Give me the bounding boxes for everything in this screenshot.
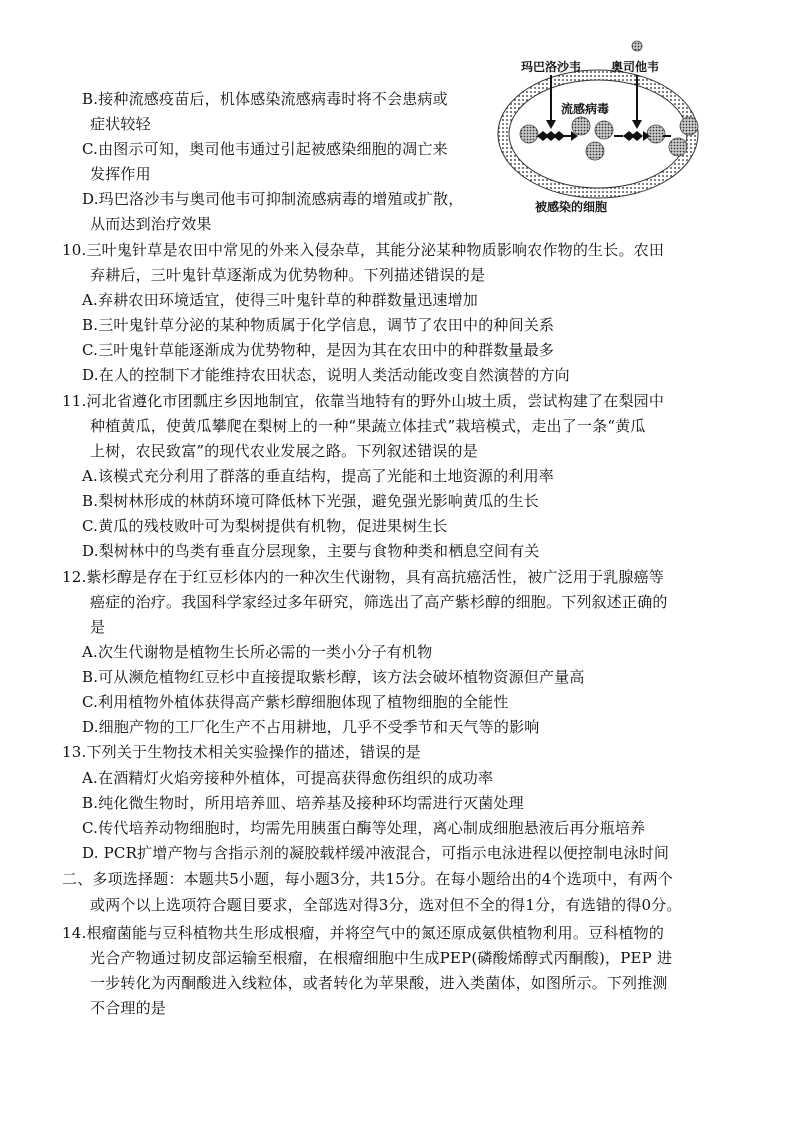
virus-particle: [586, 142, 604, 160]
text-line: 从而达到治疗效果: [90, 215, 212, 233]
text-line: D.在人的控制下才能维持农田状态，说明人类活动能改变自然演替的方向: [82, 366, 570, 384]
text-line: D.梨树林中的鸟类有垂直分层现象，主要与食物种类和栖息空间有关: [82, 542, 540, 560]
text-line: A.弃耕农田环境适宜，使得三叶鬼针草的种群数量迅速增加: [82, 291, 479, 309]
text-line: A.在酒精灯火焰旁接种外植体，可提高获得愈伤组织的成功率: [82, 769, 494, 787]
text-line: C.三叶鬼针草能逐渐成为优势物种，是因为其在农田中的种群数量最多: [82, 341, 555, 359]
text-line: 14.根瘤菌能与豆科植物共生形成根瘤，并将空气中的氮还原成氨供植物利用。豆科植物的: [62, 924, 665, 942]
label-cell: 被感染的细胞: [535, 200, 608, 214]
text-line: 发挥作用: [90, 165, 151, 183]
label-virus: 流感病毒: [561, 102, 610, 116]
text-line: 10.三叶鬼针草是农田中常见的外来入侵杂草，其能分泌某种物质影响农作物的生长。农田: [62, 241, 665, 259]
text-line: 种植黄瓜，使黄瓜攀爬在梨树上的一种“果蔬立体挂式”栽培模式，走出了一条“黄瓜: [90, 417, 646, 435]
virus-particle: [572, 117, 590, 135]
label-mbl: 玛巴洛沙韦: [521, 60, 582, 74]
text-line: C.传代培养动物细胞时，均需先用胰蛋白酶等处理，离心制成细胞悬液后再分瓶培养: [82, 819, 646, 837]
text-line: 症状较轻: [90, 115, 151, 133]
text-line: 或两个以上选项符合题目要求，全部选对得3分，选对但不全的得1分，有选错的得0分。: [90, 896, 682, 914]
text-line: 不合理的是: [90, 999, 167, 1017]
text-line: D.细胞产物的工厂化生产不占用耕地，几乎不受季节和天气等的影响: [82, 718, 540, 736]
text-line: A.次生代谢物是植物生长所必需的一类小分子有机物: [82, 643, 433, 661]
text-line: D.玛巴洛沙韦与奥司他韦可抑制流感病毒的增殖或扩散，: [82, 190, 464, 208]
text-line: B.梨树林形成的林荫环境可降低林下光强，避免强光影响黄瓜的生长: [82, 492, 539, 510]
text-line: B.纯化微生物时，所用培养皿、培养基及接种环均需进行灭菌处理: [82, 794, 524, 812]
text-line: 一步转化为丙酮酸进入线粒体，或者转化为苹果酸，进入类菌体，如图所示。下列推测: [90, 974, 668, 992]
infected-cell-figure: [493, 30, 733, 220]
text-line: 12.紫杉醇是存在于红豆杉体内的一种次生代谢物，具有高抗癌活性，被广泛用于乳腺癌等: [62, 568, 665, 586]
virus-particle: [632, 41, 642, 51]
text-line: B.三叶鬼针草分泌的某种物质属于化学信息，调节了农田中的种间关系: [82, 316, 555, 334]
text-line: B.接种流感疫苗后，机体感染流感病毒时将不会患病或: [82, 90, 448, 108]
label-ost: 奥司他韦: [611, 60, 660, 74]
text-line: 光合产物通过韧皮部运输至根瘤，在根瘤细胞中生成PEP(磷酸烯醇式丙酮酸)，PEP 进: [90, 949, 673, 967]
virus-particle: [669, 138, 687, 156]
text-line: 癌症的治疗。我国科学家经过多年研究，筛选出了高产紫杉醇的细胞。下列叙述正确的: [90, 593, 668, 611]
text-line: A.该模式充分利用了群落的垂直结构，提高了光能和土地资源的利用率: [82, 467, 555, 485]
virus-particle: [595, 121, 613, 139]
text-line: 是: [90, 618, 106, 636]
text-line: D. PCR扩增产物与含指示剂的凝胶载样缓冲液混合，可指示电泳进程以便控制电泳时间: [82, 844, 670, 862]
text-line: 弃耕后，三叶鬼针草逐渐成为优势物种。下列描述错误的是: [90, 266, 486, 284]
virus-particle: [680, 117, 698, 135]
text-line: 13.下列关于生物技术相关实验操作的描述，错误的是: [62, 743, 421, 761]
text-line: B.可从濒危植物红豆杉中直接提取紫杉醇，该方法会破坏植物资源但产量高: [82, 668, 585, 686]
text-line: C.黄瓜的残枝败叶可为梨树提供有机物，促进果树生长: [82, 517, 448, 535]
text-line: 11.河北省遵化市团瓢庄乡因地制宜，依靠当地特有的野外山坡土质，尝试构建了在梨园中: [62, 392, 665, 410]
text-line: 二、多项选择题：本题共5小题，每小题3分，共15分。在每小题给出的4个选项中，有两个: [62, 870, 674, 888]
text-line: 上树，农民致富”的现代农业发展之路。下列叙述错误的是: [90, 442, 478, 460]
virus-particle: [520, 125, 538, 143]
virus-particle: [647, 125, 665, 143]
text-line: C.由图示可知，奥司他韦通过引起被感染细胞的凋亡来: [82, 140, 448, 158]
text-line: C.利用植物外植体获得高产紫杉醇细胞体现了植物细胞的全能性: [82, 693, 509, 711]
